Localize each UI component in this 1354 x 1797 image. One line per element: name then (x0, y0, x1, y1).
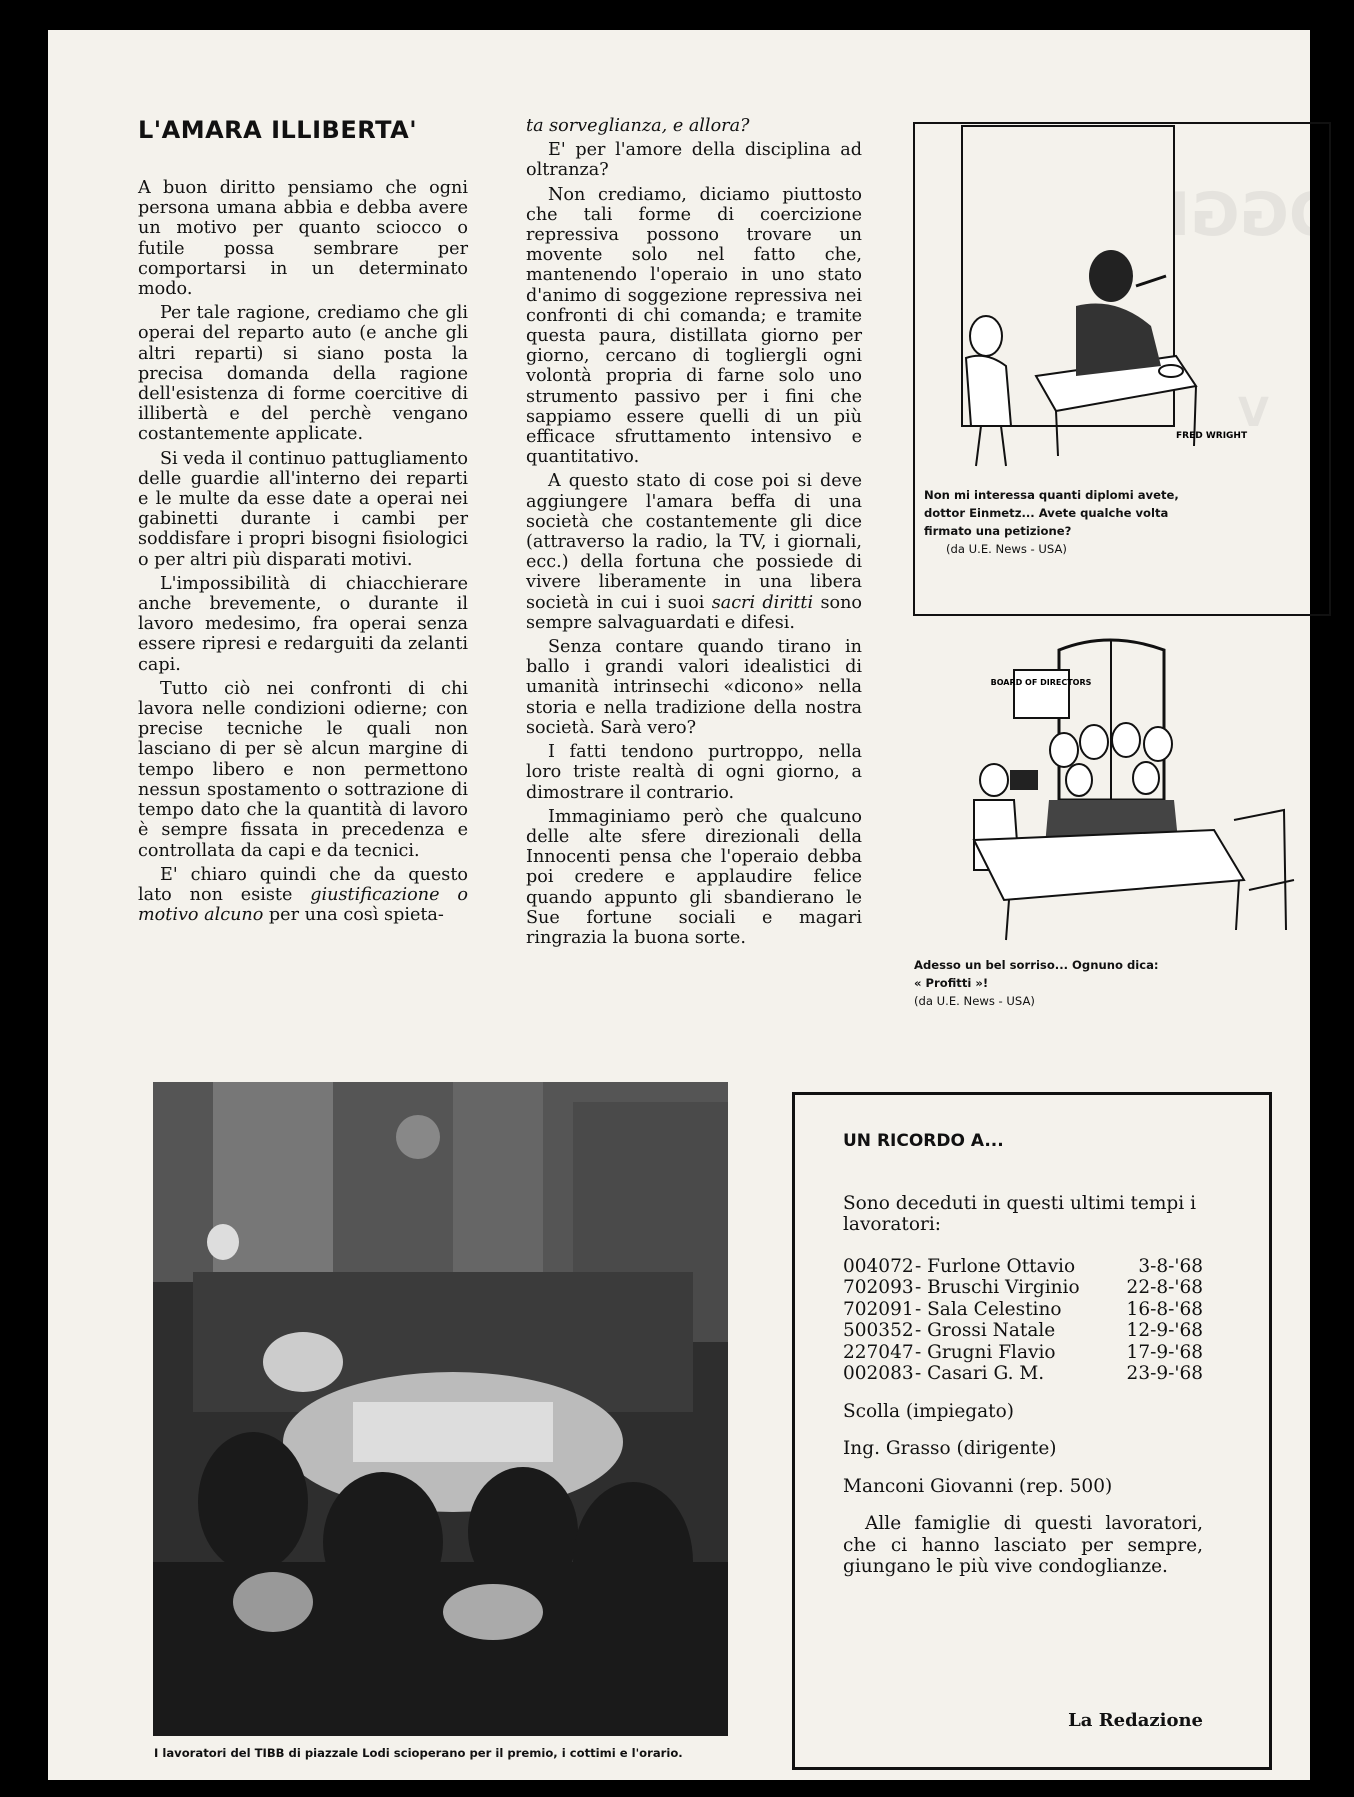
worker-name: - Grossi Natale (915, 1320, 1056, 1341)
caption-text: Non mi interessa quanti diplomi avete, dottor Einmetz... Avete qualche volta firmato una petizione? (924, 488, 1179, 538)
cartoon-2-illustration (914, 630, 1314, 950)
bleed-through-text: OGGI (1168, 180, 1340, 250)
caption-source: (da U.E. News - USA) (946, 542, 1067, 556)
paragraph: Senza contare quando tirano in ballo i grandi valori idealistici di umanità intrinsechi «dicono» nella storia e nella tradizione della nostra società. Sarà vero? (526, 637, 862, 738)
paragraph: I fatti tendono purtroppo, nella loro triste realtà di ogni giorno, a dimostrare il contrario. (526, 742, 862, 803)
magazine-page (48, 30, 1340, 1780)
worker-code: 702091 (843, 1298, 914, 1320)
emphasis-text: ta sorveglianza, e allora? (526, 116, 750, 136)
paragraph: Per tale ragione, crediamo che gli operai del reparto auto (e anche gli altri reparti) si siano posta la precisa domanda della ragione dell'esistenza di forme coercitive di illibertà e del perchè vengano costantemente applicate. (138, 303, 468, 445)
worker-code: 227047 (843, 1341, 914, 1363)
death-date: 22-8-'68 (1126, 1277, 1203, 1298)
death-date: 16-8-'68 (1126, 1298, 1203, 1320)
emphasis-text: giustificazione o motivo alcuno (138, 884, 468, 926)
strike-photo (153, 1082, 728, 1736)
text-run: per una così spieta- (263, 905, 444, 926)
memorial-entry (843, 1277, 1203, 1299)
memorial-extra-entry: Scolla (impiegato) (843, 1400, 1014, 1422)
memorial-intro: Sono deceduti in questi ultimi tempi i lavoratori: (843, 1192, 1196, 1235)
paragraph (138, 865, 468, 926)
paragraph: Tutto ciò nei confronti di chi lavora nelle condizioni odierne; con precise tecniche le quali non lasciano di per sè alcun margine di tempo libero e non permettono nessun spostamento o sottrazione di tempo dato che la quantità di lavoro è sempre fissata in precedenza e controllata da capi e da tecnici. (138, 678, 468, 861)
death-date: 12-9-'68 (1126, 1320, 1203, 1341)
memorial-content (843, 1131, 1203, 1578)
memorial-list (843, 1256, 1203, 1385)
worker-name: - Bruschi Virginio (915, 1277, 1080, 1298)
memorial-signature: La Redazione (1068, 1710, 1203, 1731)
worker-name: - Grugni Flavio (915, 1341, 1056, 1363)
paragraph: L'impossibilità di chiacchierare anche brevemente, o durante il lavoro medesimo, fra operai senza essere ripresi e redarguiti da zelanti capi. (138, 573, 468, 675)
bleed-through-text: V (1238, 390, 1269, 436)
death-date: 17-9-'68 (1126, 1341, 1203, 1363)
worker-name: - Furlone Ottavio (915, 1255, 1076, 1277)
worker-code: 002083 (843, 1363, 914, 1384)
paragraph: Non crediamo, diciamo piuttosto che tali forme di coercizione repressiva possono trovare un movente solo nel fatto che, mantenendo l'operaio in uno stato d'animo di soggezione repressiva nei confronti di chi comanda; e tramite questa paura, distillata giorno per giorno, cercano di togliergli ogni volontà propria di farne solo uno strumento passivo per i fini che sappiamo essere quelli di un più efficace sfruttamento intensivo e quantitativo. (526, 184, 862, 468)
memorial-closing: Alle famiglie di questi lavoratori, che ci hanno lasciato per sempre, giungano le più vive condoglianze. (843, 1513, 1203, 1577)
worker-name: - Sala Celestino (915, 1298, 1062, 1320)
memorial-extra-entry: Ing. Grasso (dirigente) (843, 1438, 1057, 1459)
memorial-extra-list (843, 1401, 1203, 1498)
caption-source: (da U.E. News - USA) (914, 994, 1035, 1008)
article-column-2 (526, 116, 862, 952)
text-run: A questo stato di cose poi si deve aggiungere l'amara beffa di una società che costantemente gli dice (attraverso la radio, la TV, i giornali, ecc.) della fortuna che possiede di vivere liberamente in una libera società in cui i suoi (526, 471, 862, 613)
worker-code: 004072 (843, 1255, 914, 1277)
paragraph: Immaginiamo però che qualcuno delle alte sfere direzionali della Innocenti pensa che l'operaio debba poi credere e applaudire felice quando appunto gli sbandierano le Sue fortune sociali e magari ringrazia la buona sorte. (526, 806, 862, 948)
cartoon-signature: FRED WRIGHT (1176, 431, 1248, 441)
paragraph: E' per l'amore della disciplina ad oltranza? (526, 140, 862, 181)
death-date: 23-9-'68 (1126, 1363, 1203, 1384)
text-run: E' chiaro quindi che da questo lato non esiste (138, 864, 468, 905)
memorial-entry (843, 1342, 1203, 1364)
worker-code: 702093 (843, 1277, 914, 1298)
article-title: L'AMARA ILLIBERTA' (138, 116, 418, 144)
emphasis-text: sacri diritti (711, 592, 814, 613)
paragraph (526, 471, 862, 633)
death-date: 3-8-'68 (1138, 1255, 1203, 1277)
memorial-entry (843, 1256, 1203, 1278)
board-sign-text: BOARD OF DIRECTORS (990, 678, 1092, 687)
caption-text: Adesso un bel sorriso... Ognuno dica: « Profitti »! (914, 958, 1159, 990)
paragraph: A buon diritto pensiamo che ogni persona umana abbia e debba avere un motivo per quanto sciocco o futile possa sembrare per comportarsi in un determinato modo. (138, 178, 468, 300)
article-column-1 (138, 178, 468, 929)
text-run: sono sempre salvaguardati e difesi. (526, 592, 862, 633)
photo-caption: I lavoratori del TIBB di piazzale Lodi scioperano per il premio, i cottimi e l'orario. (154, 1746, 683, 1760)
memorial-entry (843, 1299, 1203, 1321)
memorial-entry (843, 1363, 1203, 1385)
memorial-entry (843, 1320, 1203, 1342)
cartoon-1-caption (924, 486, 1194, 558)
memorial-title: UN RICORDO A... (843, 1131, 1004, 1151)
cartoon-2-caption (914, 956, 1164, 1010)
paragraph: Si veda il continuo pattugliamento delle guardie all'interno dei reparti e le multe da esse date a operai nei gabinetti durante i cambi per soddisfare i propri bisogni fisiologici o per altri più disparati motivi. (138, 448, 468, 570)
worker-code: 500352 (843, 1320, 914, 1341)
paragraph (526, 116, 862, 136)
memorial-extra-entry: Manconi Giovanni (rep. 500) (843, 1475, 1113, 1497)
worker-name: - Casari G. M. (915, 1363, 1045, 1384)
memorial-box (792, 1092, 1272, 1770)
cartoon-1-illustration (926, 126, 1248, 476)
